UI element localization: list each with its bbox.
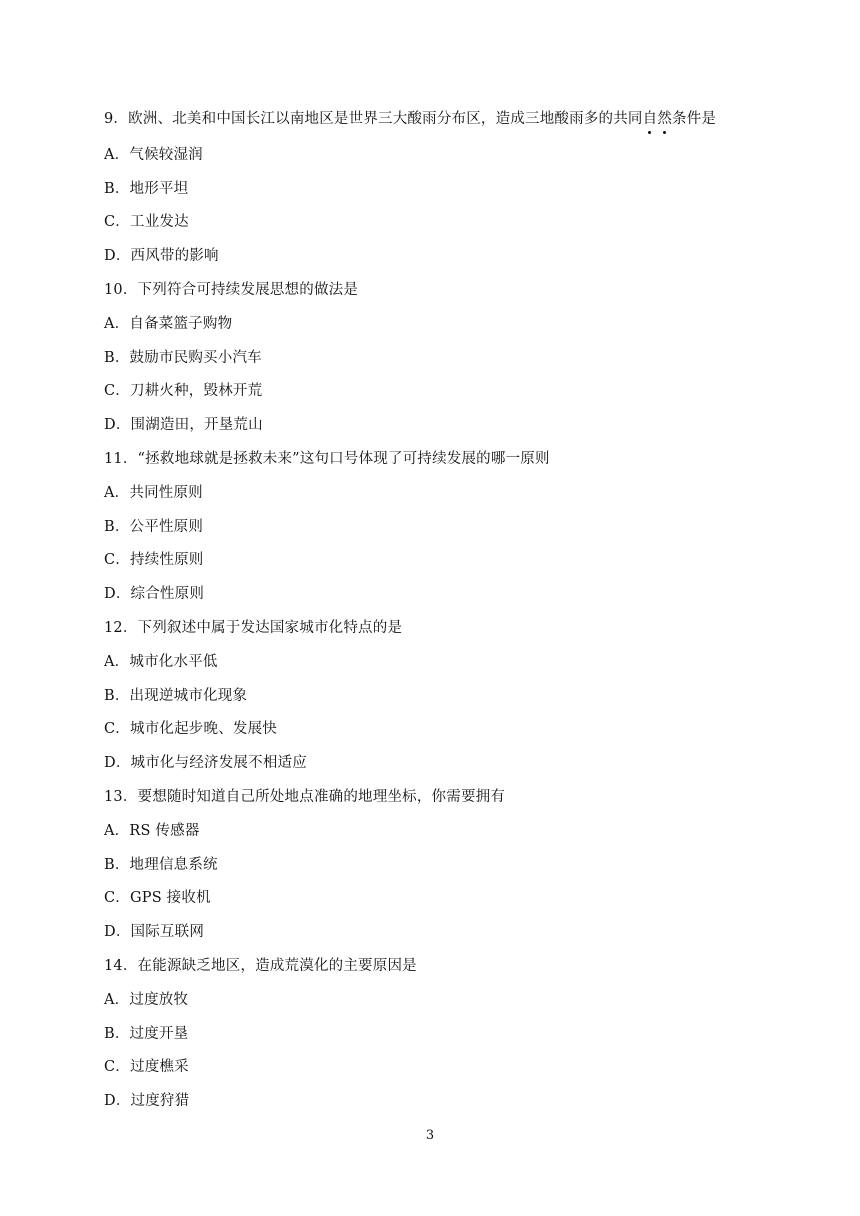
question-9-option-c: C．工业发达	[104, 214, 189, 230]
page-number: 3	[425, 1128, 435, 1143]
question-14-option-b: B．过度开垦	[104, 1026, 189, 1042]
question-14-stem: 14．在能源缺乏地区，造成荒漠化的主要原因是	[104, 958, 417, 974]
question-11-option-a: A．共同性原则	[104, 485, 203, 501]
question-9-option-d: D．西风带的影响	[104, 248, 219, 264]
question-14-option-a: A．过度放牧	[104, 992, 189, 1008]
question-11-option-d: D．综合性原则	[104, 586, 205, 602]
question-10-stem: 10．下列符合可持续发展思想的做法是	[104, 282, 359, 298]
question-9-stem-text: 9．欧洲、北美和中国长江以南地区是世界三大酸雨分布区，造成三地酸雨多的共同	[104, 111, 643, 127]
question-9-option-a: A．气候较湿润	[104, 147, 203, 163]
question-14-option-c: C．过度樵采	[104, 1059, 189, 1075]
question-12-stem: 12．下列叙述中属于发达国家城市化特点的是	[104, 620, 403, 636]
emphasis-char-1: 自	[642, 111, 658, 127]
question-12-option-d: D．城市化与经济发展不相适应	[104, 755, 307, 771]
question-13-stem: 13．要想随时知道自己所处地点准确的地理坐标，你需要拥有	[104, 789, 506, 805]
question-13-option-c: C．GPS 接收机	[104, 890, 211, 906]
question-10-option-c: C．刀耕火种，毁林开荒	[104, 383, 263, 399]
question-9-stem-end: 条件是	[672, 111, 717, 127]
question-13-option-a: A．RS 传感器	[104, 823, 200, 839]
question-13-option-b: B．地理信息系统	[104, 857, 218, 873]
question-11-stem: 11．“拯救地球就是拯救未来”这句口号体现了可持续发展的哪一原则	[104, 451, 550, 467]
question-10-option-d: D．围湖造田，开垦荒山	[104, 417, 263, 433]
question-12-option-c: C．城市化起步晚、发展快	[104, 721, 277, 737]
question-10-option-b: B．鼓励市民购买小汽车	[104, 350, 262, 366]
question-11-option-b: B．公平性原则	[104, 519, 204, 535]
question-9-stem	[104, 109, 716, 129]
question-12-option-b: B．出现逆城市化现象	[104, 688, 248, 704]
question-9-option-b: B．地形平坦	[104, 181, 189, 197]
question-12-option-a: A．城市化水平低	[104, 654, 218, 670]
question-14-option-d: D．过度狩猎	[104, 1093, 190, 1109]
question-13-option-d: D．国际互联网	[104, 924, 205, 940]
question-11-option-c: C．持续性原则	[104, 552, 204, 568]
question-10-option-a: A．自备菜篮子购物	[104, 316, 233, 332]
emphasis-char-2: 然	[657, 111, 673, 127]
